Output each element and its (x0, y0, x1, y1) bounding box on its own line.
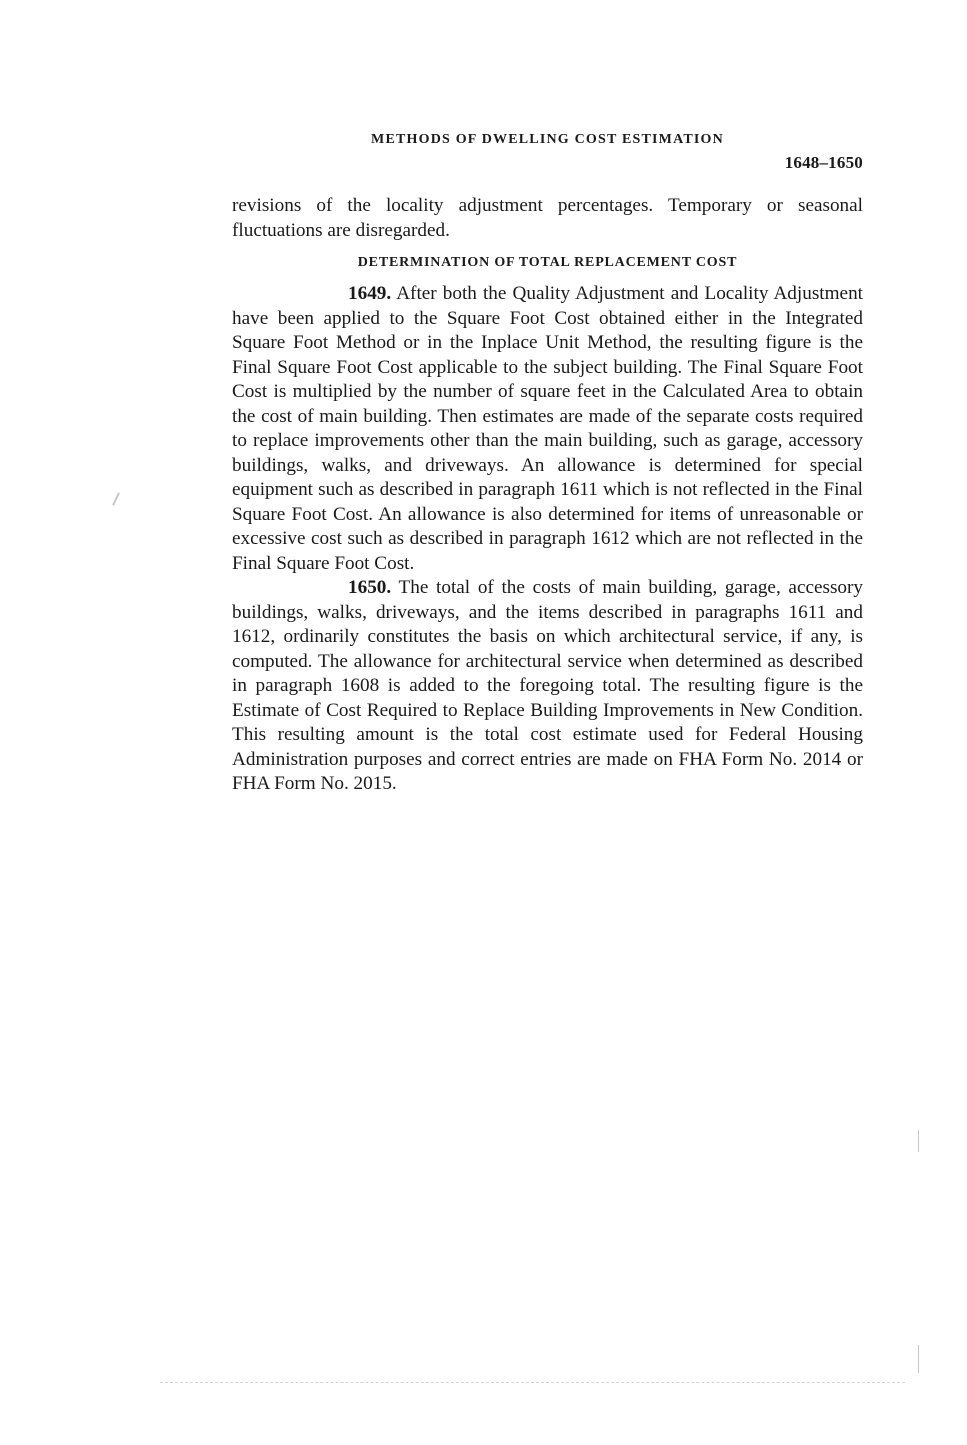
scan-mark (918, 1130, 919, 1152)
section-heading: DETERMINATION OF TOTAL REPLACEMENT COST (357, 255, 738, 270)
scan-mark (112, 492, 120, 506)
text-column (232, 194, 863, 797)
paragraph-number: 1649. (348, 283, 392, 304)
paragraph-text: After both the Quality Adjustment and Locality Adjustment have been applied to the Square Foot Cost obtained either in the Integrated Square Foot Method or in the Inplace Unit Method, the resulting figure is the Final Square Foot Cost applicable to the subject building. The Final Square Foot Cost is multiplied by the number of square feet in the Calculated Area to obtain the cost of main building. Then estimates are made of the separate costs required to replace improvements other than the main building, such as garage, accessory buildings, walks, and driveways. An allowance is determined for special equipment such as described in paragraph 1611 which is not reflected in the Final Square Foot Cost. An allowance is also determined for items of unreasonable or excessive cost such as described in paragraph 1612 which are not reflected in the Final Square Foot Cost. (232, 283, 863, 574)
paragraph-1649 (232, 282, 863, 576)
paragraph-1650 (232, 576, 863, 797)
paragraph-number: 1650. (348, 577, 392, 598)
paragraph-text: The total of the costs of main building, garage, accessory buildings, walks, driveways, and the items described in paragraphs 1611 and 1612, ordinarily constitutes the basis on which architectural service, if any, is computed. The allowance for architectural service when determined as described in paragraph 1608 is added to the foregoing total. The resulting figure is the Estimate of Cost Required to Replace Building Improvements in New Condition. This resulting amount is the total cost estimate used for Federal Housing Administration purposes and correct entries are made on FHA Form No. 2014 or FHA Form No. 2015. (232, 577, 864, 794)
scan-mark (918, 1345, 919, 1373)
running-head: METHODS OF DWELLING COST ESTIMATION (371, 132, 724, 147)
scan-edge-line (160, 1382, 905, 1383)
section-range: 1648–1650 (784, 153, 863, 172)
continuation-paragraph: revisions of the locality adjustment percentages. Temporary or seasonal fluctuations are disregarded. (232, 195, 863, 241)
